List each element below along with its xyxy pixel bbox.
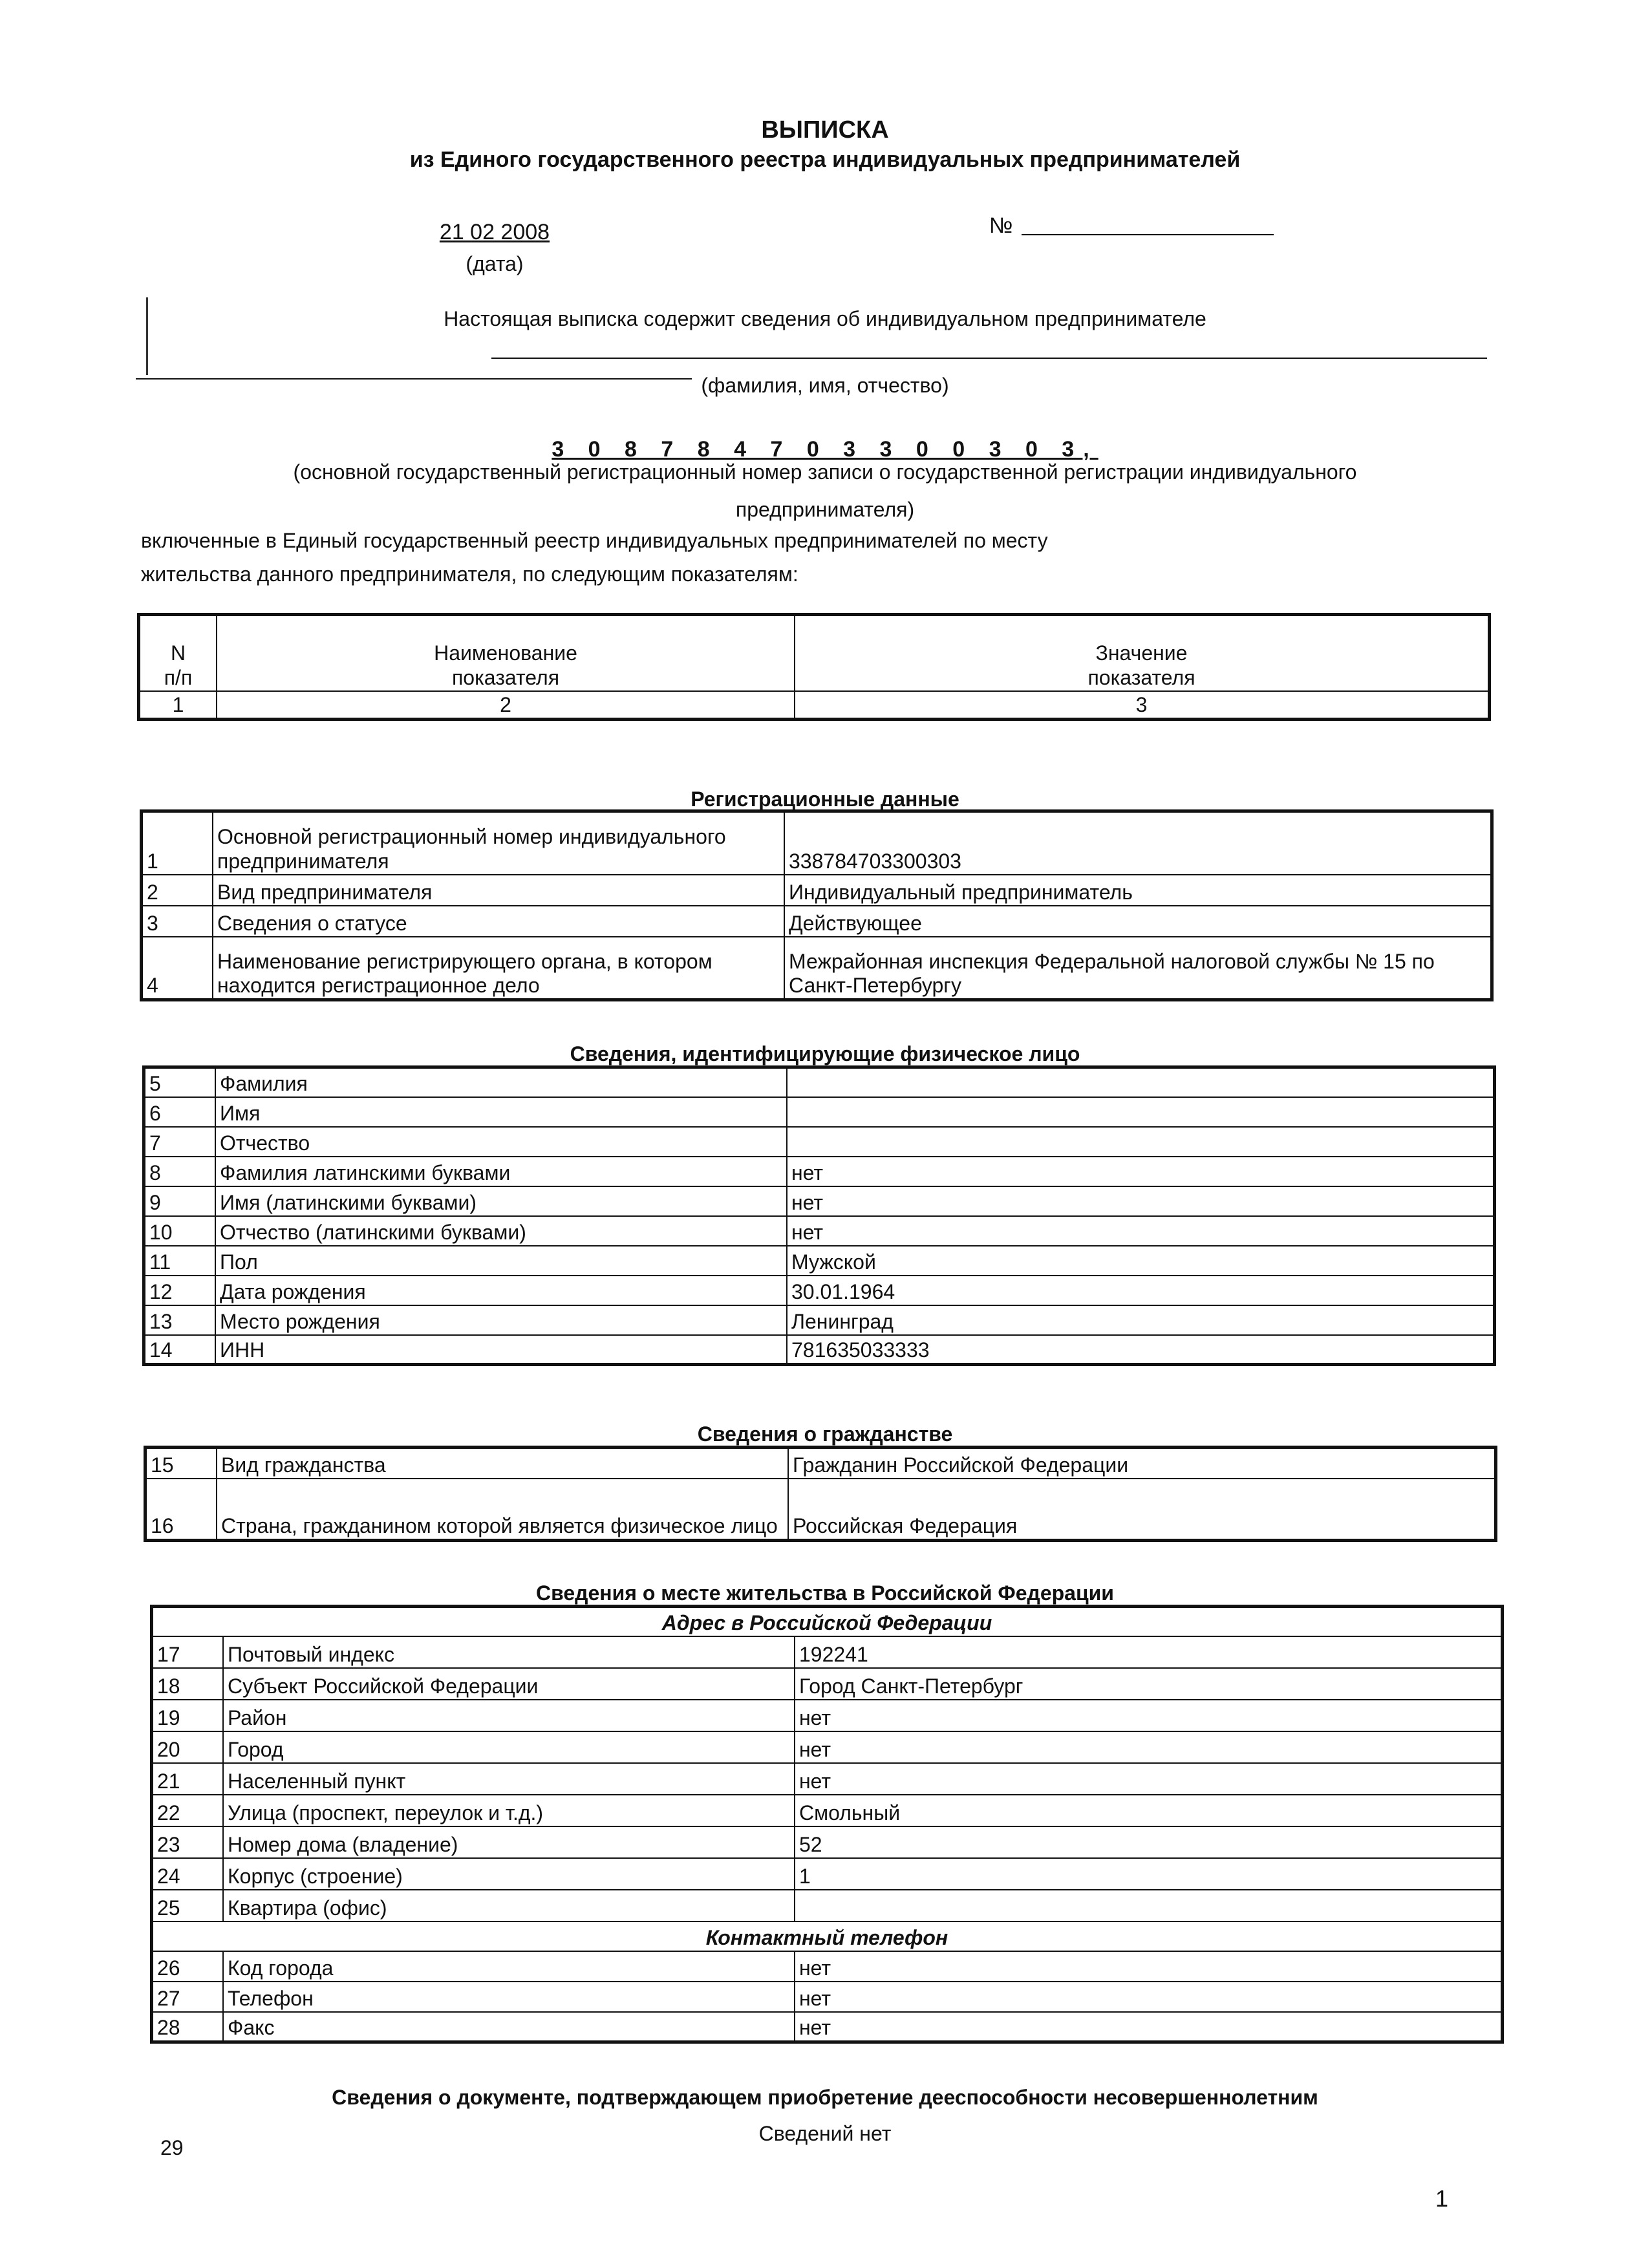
minor-document-value: Сведений нет [758, 2122, 892, 2145]
table-row [144, 1216, 1495, 1246]
number-sign: № [989, 213, 1013, 238]
table-row [152, 1795, 1503, 1826]
row-number: 19 [152, 1700, 224, 1731]
row-value: нет [795, 1951, 1503, 1982]
row-number-29: 29 [160, 2136, 184, 2159]
col-num-header [139, 615, 217, 691]
table-row [144, 1186, 1495, 1216]
row-label: Код города [223, 1951, 795, 1982]
table-row [152, 1826, 1503, 1858]
date-value: 21 02 2008 [439, 220, 550, 244]
row-number: 4 [142, 937, 213, 1000]
table-row [152, 1763, 1503, 1795]
row-value: нет [795, 1982, 1503, 2012]
address-header-row [152, 1607, 1503, 1636]
row-label: Фамилия латинскими буквами [215, 1157, 787, 1186]
table-row [152, 2012, 1503, 2042]
row-label: Отчество (латинскими буквами) [215, 1216, 787, 1246]
row-value: Гражданин Российской Федерации [788, 1448, 1496, 1479]
row-label: Улица (проспект, переулок и т.д.) [223, 1795, 795, 1826]
row-label: Субъект Российской Федерации [223, 1668, 795, 1700]
table-row [144, 1276, 1495, 1305]
intro-text: Настоящая выписка содержит сведения об индивидуальном предпринимателе [444, 307, 1206, 330]
table-row [152, 1731, 1503, 1763]
row-value: нет [787, 1186, 1495, 1216]
address-header: Адрес в Российской Федерации [152, 1607, 1503, 1636]
col-value-line2: показателя [1088, 665, 1195, 689]
row-value [787, 1097, 1495, 1127]
row-label: Наименование регистрирующего органа, в котором находится регистрационное дело [213, 937, 784, 1000]
table-row [152, 1982, 1503, 2012]
row-number: 26 [152, 1951, 224, 1982]
date-caption: (дата) [466, 252, 524, 275]
row-value: 192241 [795, 1636, 1503, 1668]
row-number: 8 [144, 1157, 216, 1186]
row-number: 10 [144, 1216, 216, 1246]
table-row [144, 1097, 1495, 1127]
ogrn-caption-line2: предпринимателя) [735, 498, 915, 521]
table-row [152, 1890, 1503, 1921]
page-number: 1 [1435, 2185, 1449, 2212]
table-row [144, 1335, 1495, 1365]
row-value [795, 1890, 1503, 1921]
col-index-2: 2 [217, 691, 795, 720]
row-label: Почтовый индекс [223, 1636, 795, 1668]
row-number: 7 [144, 1127, 216, 1157]
row-value: Смольный [795, 1795, 1503, 1826]
column-header-table [137, 613, 1491, 721]
table-row [144, 1127, 1495, 1157]
row-value: Город Санкт-Петербург [795, 1668, 1503, 1700]
row-label: Место рождения [215, 1305, 787, 1335]
row-number: 12 [144, 1276, 216, 1305]
row-number: 20 [152, 1731, 224, 1763]
row-value: Ленинград [787, 1305, 1495, 1335]
table-row [152, 1858, 1503, 1890]
col-name-line2: показателя [451, 665, 560, 689]
col-num-line2: п/п [164, 665, 193, 689]
row-value [787, 1127, 1495, 1157]
col-value-line1: Значение [1095, 641, 1188, 665]
minor-document-title: Сведения о документе, подтверждающем приобретение дееспособности несовершеннолетним [332, 2086, 1318, 2109]
row-value: 52 [795, 1826, 1503, 1858]
section-title-citizenship: Сведения о гражданстве [697, 1422, 953, 1446]
col-value-header [795, 615, 1490, 691]
row-number: 17 [152, 1636, 224, 1668]
row-label: Квартира (офис) [223, 1890, 795, 1921]
row-label: Сведения о статусе [213, 906, 784, 937]
residence-table [150, 1605, 1504, 2044]
row-value: Индивидуальный предприниматель [784, 875, 1492, 906]
row-number: 11 [144, 1246, 216, 1276]
col-name-line1: Наименование [434, 641, 577, 665]
row-number: 27 [152, 1982, 224, 2012]
fio-caption: (фамилия, имя, отчество) [701, 374, 949, 397]
row-value [787, 1067, 1495, 1097]
row-label: Страна, гражданином которой является физическое лицо [217, 1479, 788, 1541]
row-value: нет [787, 1216, 1495, 1246]
ogrn-caption-line1: (основной государственный регистрационный номер записи о государственной регистрации индивидуального [293, 460, 1357, 484]
included-line1: включенные в Единый государственный реестр индивидуальных предпринимателей по месту [141, 529, 1048, 552]
table-row [152, 1951, 1503, 1982]
row-value: Российская Федерация [788, 1479, 1496, 1541]
row-value: 1 [795, 1858, 1503, 1890]
number-line [1022, 234, 1274, 235]
col-num-line1: N [170, 641, 186, 665]
citizenship-table [144, 1446, 1497, 1542]
person-table [142, 1065, 1496, 1366]
row-number: 23 [152, 1826, 224, 1858]
row-number: 21 [152, 1763, 224, 1795]
row-label: Номер дома (владение) [223, 1826, 795, 1858]
row-number: 1 [142, 811, 213, 875]
row-label: Корпус (строение) [223, 1858, 795, 1890]
fio-line-upper [491, 358, 1487, 359]
ogrn-number: 3 0 8 7 8 4 7 0 3 3 0 0 3 0 3, [552, 437, 1098, 462]
row-number: 15 [145, 1448, 217, 1479]
row-value: 30.01.1964 [787, 1276, 1495, 1305]
included-line2: жительства данного предпринимателя, по следующим показателям: [141, 562, 798, 586]
row-label: Город [223, 1731, 795, 1763]
row-value: нет [787, 1157, 1495, 1186]
section-title-person: Сведения, идентифицирующие физическое лицо [570, 1042, 1080, 1065]
table-row [142, 875, 1492, 906]
document-subtitle: из Единого государственного реестра индивидуальных предпринимателей [409, 147, 1241, 172]
phone-header-row [152, 1921, 1503, 1951]
table-row [142, 906, 1492, 937]
section-title-registration: Регистрационные данные [691, 787, 959, 811]
row-number: 25 [152, 1890, 224, 1921]
row-number: 14 [144, 1335, 216, 1365]
col-index-3: 3 [795, 691, 1490, 720]
row-label: Фамилия [215, 1067, 787, 1097]
table-row [152, 1668, 1503, 1700]
row-label: Пол [215, 1246, 787, 1276]
col-name-header [217, 615, 795, 691]
row-number: 28 [152, 2012, 224, 2042]
row-label: Телефон [223, 1982, 795, 2012]
row-value: Мужской [787, 1246, 1495, 1276]
row-label: Район [223, 1700, 795, 1731]
table-row [145, 1479, 1496, 1541]
table-row [142, 937, 1492, 1000]
row-number: 3 [142, 906, 213, 937]
row-label: Основной регистрационный номер индивидуального предпринимателя [213, 811, 784, 875]
row-value: нет [795, 1731, 1503, 1763]
row-label: Имя (латинскими буквами) [215, 1186, 787, 1216]
row-label: ИНН [215, 1335, 787, 1365]
table-row [142, 811, 1492, 875]
row-label: Отчество [215, 1127, 787, 1157]
row-label: Населенный пункт [223, 1763, 795, 1795]
table-row [152, 1636, 1503, 1668]
row-value: Действующее [784, 906, 1492, 937]
row-label: Факс [223, 2012, 795, 2042]
section-title-residence: Сведения о месте жительства в Российской Федерации [536, 1581, 1114, 1605]
table-row [144, 1157, 1495, 1186]
row-number: 2 [142, 875, 213, 906]
row-number: 16 [145, 1479, 217, 1541]
registration-table [140, 809, 1494, 1001]
document-title: ВЫПИСКА [761, 116, 889, 144]
row-value: нет [795, 2012, 1503, 2042]
table-row [152, 1700, 1503, 1731]
table-row [144, 1305, 1495, 1335]
col-index-1: 1 [139, 691, 217, 720]
row-value: нет [795, 1763, 1503, 1795]
row-number: 24 [152, 1858, 224, 1890]
row-value: 338784703300303 [784, 811, 1492, 875]
row-label: Вид гражданства [217, 1448, 788, 1479]
phone-header: Контактный телефон [152, 1921, 1503, 1951]
row-number: 13 [144, 1305, 216, 1335]
table-row [145, 1448, 1496, 1479]
row-value: Межрайонная инспекция Федеральной налоговой службы № 15 по Санкт-Петербургу [784, 937, 1492, 1000]
row-number: 6 [144, 1097, 216, 1127]
row-value: нет [795, 1700, 1503, 1731]
row-label: Дата рождения [215, 1276, 787, 1305]
row-number: 18 [152, 1668, 224, 1700]
row-number: 22 [152, 1795, 224, 1826]
row-label: Вид предпринимателя [213, 875, 784, 906]
table-row [144, 1246, 1495, 1276]
row-number: 5 [144, 1067, 216, 1097]
row-label: Имя [215, 1097, 787, 1127]
table-row [144, 1067, 1495, 1097]
row-value: 781635033333 [787, 1335, 1495, 1365]
row-number: 9 [144, 1186, 216, 1216]
